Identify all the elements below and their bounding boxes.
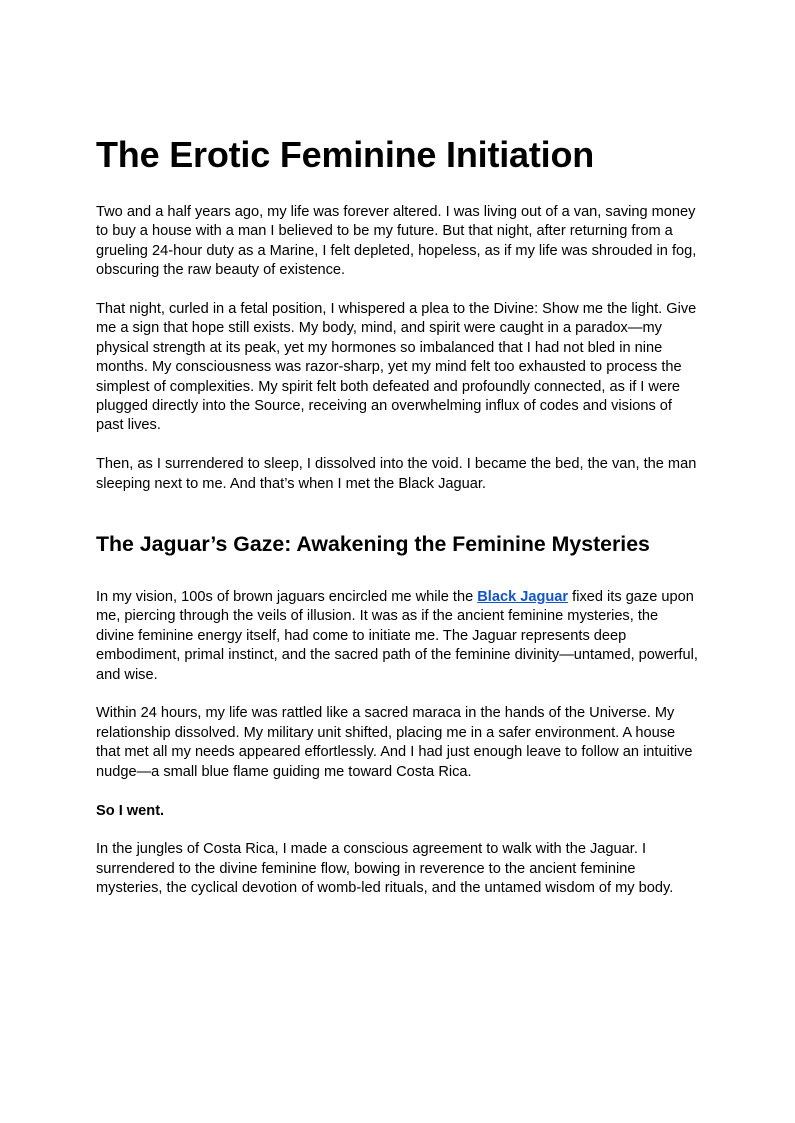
paragraph-intro-2: That night, curled in a fetal position, I whispered a plea to the Divine: Show me the light. Give me a sign that hope still exists. My body, mind, and spirit were caught in a paradox—my physical strength at its peak, yet my hormones so imbalanced that I had not bled in nine months. My consciousness was razor-sharp, yet my mind felt too exhausted to process the simplest of complexities. My spirit felt both defeated and profoundly connected, as if I were plugged directly into the Source, receiving an overwhelming influx of codes and visions of past lives. bbox=[96, 301, 697, 434]
paragraph-vision bbox=[96, 588, 699, 685]
paragraph-jungle: In the jungles of Costa Rica, I made a conscious agreement to walk with the Jaguar. I surrendered to the divine feminine flow, bowing in reverence to the ancient feminine mysteries, the cyclical devotion of womb-led rituals, and the untamed wisdom of my body. bbox=[96, 841, 674, 897]
section-heading-wrap bbox=[96, 530, 699, 558]
paragraph-intro-1: Two and a half years ago, my life was forever altered. I was living out of a van, saving money to buy a house with a man I believed to be my future. But that night, after returning from a grueling 24-hour duty as a Marine, I felt depleted, hopeless, as if my life was shrouded in fog, obscuring the raw beauty of existence. bbox=[96, 204, 697, 279]
so-i-went-bold: So I went. bbox=[96, 802, 165, 819]
section-heading: The Jaguar’s Gaze: Awakening the Feminine Mysteries bbox=[96, 532, 650, 557]
paragraph-24-hours: Within 24 hours, my life was rattled like a sacred maraca in the hands of the Universe. My relationship dissolved. My military unit shifted, placing me in a safer environment. A house that met all my needs appeared effortlessly. And I had just enough leave to follow an intuitive nudge—a small blue flame guiding me toward Costa Rica. bbox=[96, 705, 693, 780]
vision-text-before-link: In my vision, 100s of brown jaguars encircled me while the bbox=[96, 589, 478, 606]
vision-text-after-link: fixed its gaze upon me, piercing through the veils of illusion. It was as if the ancient feminine mysteries, the divine feminine energy itself, had come to initiate me. The Jaguar represents deep embodiment, primal instinct, and the sacred path of the feminine divinity—untamed, powerful, and wise. bbox=[96, 589, 698, 683]
paragraph-intro-3: Then, as I surrendered to sleep, I dissolved into the void. I became the bed, the van, the man sleeping next to me. And that’s when I met the Black Jaguar. bbox=[96, 456, 697, 492]
black-jaguar-link[interactable]: Black Jaguar bbox=[477, 589, 569, 606]
paragraph-so-i-went bbox=[96, 802, 699, 821]
document-title: The Erotic Feminine Initiation bbox=[96, 134, 595, 175]
